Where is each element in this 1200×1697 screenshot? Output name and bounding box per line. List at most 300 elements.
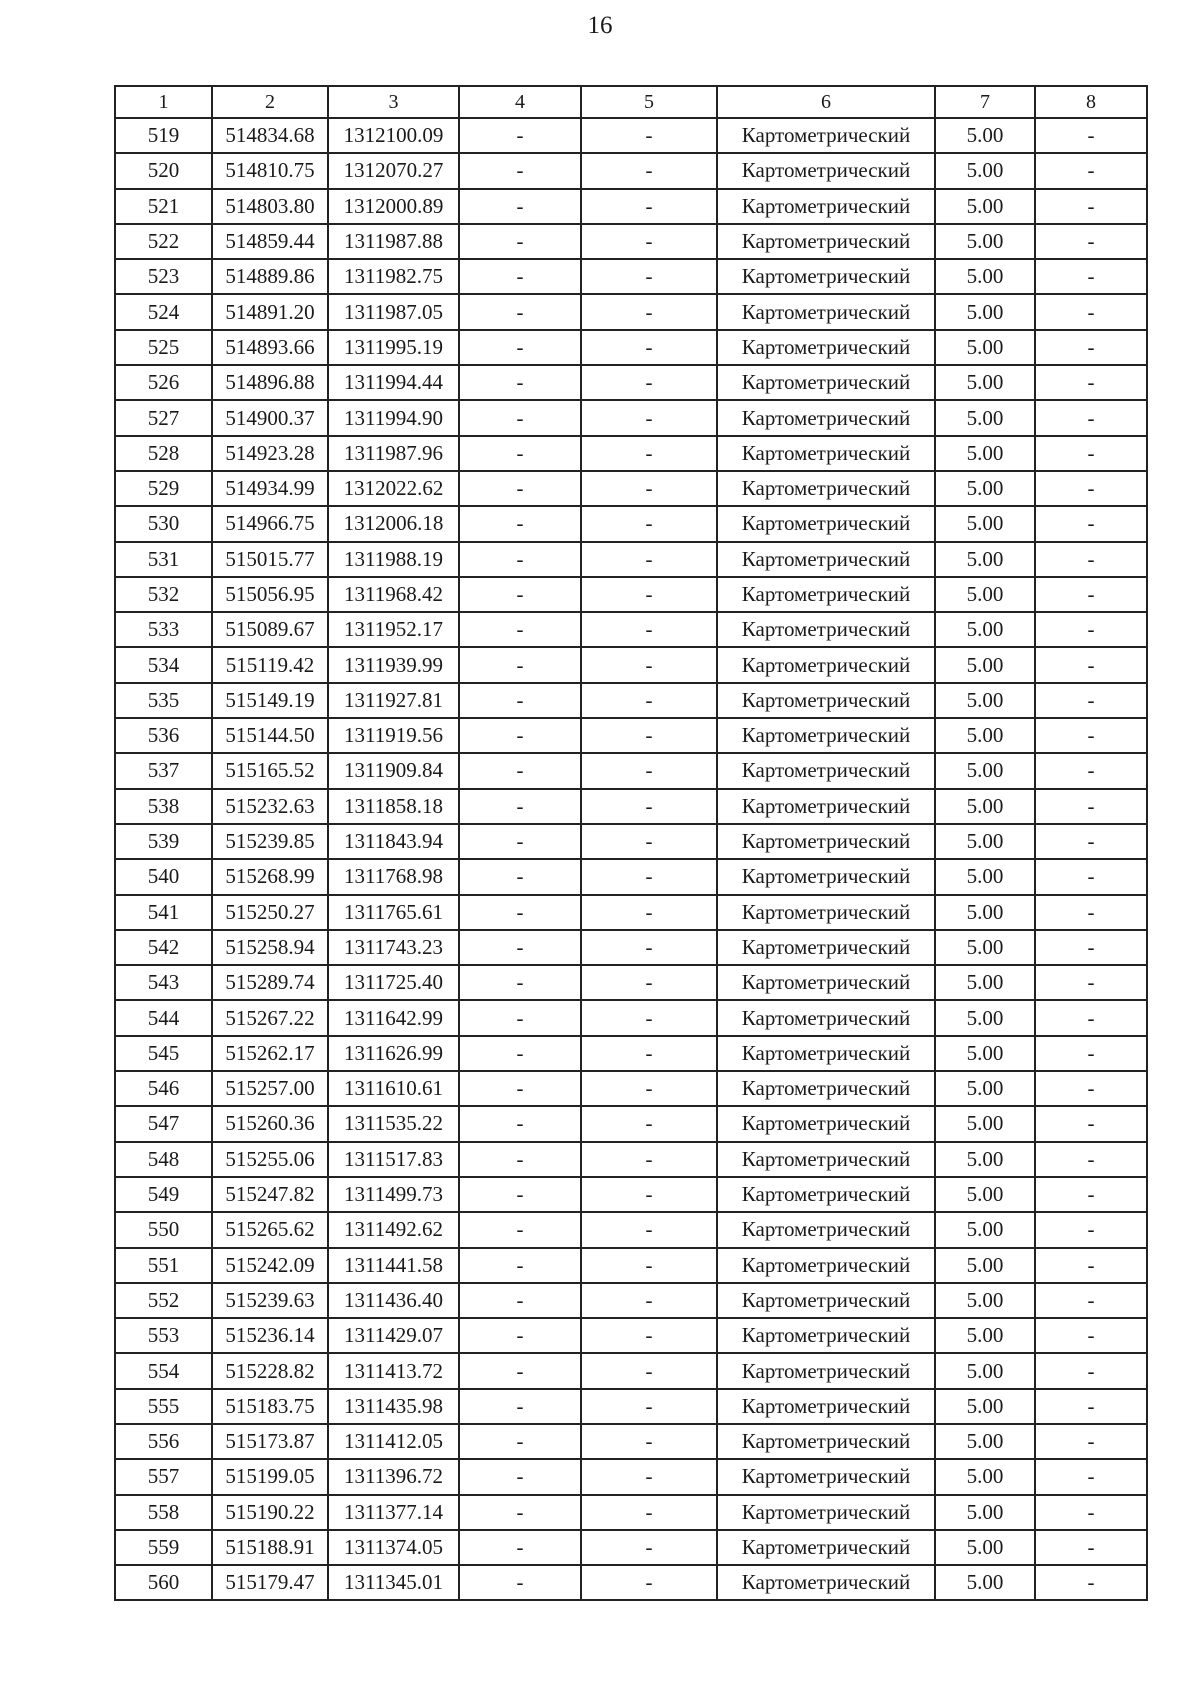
y-coordinate-cell: 1311610.61 (328, 1071, 459, 1106)
table-row (115, 1424, 1147, 1459)
y-coordinate-cell: 1311909.84 (328, 753, 459, 788)
accuracy-cell: 5.00 (935, 753, 1035, 788)
accuracy-cell: 5.00 (935, 1459, 1035, 1494)
col5-cell: - (581, 1424, 717, 1459)
col8-cell: - (1035, 118, 1147, 153)
point-number-cell: 544 (115, 1000, 212, 1035)
col5-cell: - (581, 1459, 717, 1494)
accuracy-cell: 5.00 (935, 1036, 1035, 1071)
y-coordinate-cell: 1311987.96 (328, 436, 459, 471)
y-coordinate-cell: 1311995.19 (328, 330, 459, 365)
method-cell: Картометрический (717, 1565, 935, 1600)
y-coordinate-cell: 1311765.61 (328, 895, 459, 930)
method-cell: Картометрический (717, 1071, 935, 1106)
col4-cell: - (459, 1565, 581, 1600)
method-cell: Картометрический (717, 647, 935, 682)
col8-cell: - (1035, 1389, 1147, 1424)
table-row (115, 189, 1147, 224)
column-header-5: 5 (581, 86, 717, 118)
y-coordinate-cell: 1311345.01 (328, 1565, 459, 1600)
method-cell: Картометрический (717, 1530, 935, 1565)
table-body (115, 118, 1147, 1600)
col4-cell: - (459, 930, 581, 965)
table-row (115, 612, 1147, 647)
y-coordinate-cell: 1311987.88 (328, 224, 459, 259)
point-number-cell: 524 (115, 294, 212, 329)
col4-cell: - (459, 1424, 581, 1459)
col5-cell: - (581, 824, 717, 859)
x-coordinate-cell: 515089.67 (212, 612, 328, 647)
header-row (115, 86, 1147, 118)
x-coordinate-cell: 515262.17 (212, 1036, 328, 1071)
table-row (115, 965, 1147, 1000)
table-row (115, 1248, 1147, 1283)
x-coordinate-cell: 514803.80 (212, 189, 328, 224)
col5-cell: - (581, 1036, 717, 1071)
point-number-cell: 539 (115, 824, 212, 859)
y-coordinate-cell: 1311429.07 (328, 1318, 459, 1353)
col4-cell: - (459, 1530, 581, 1565)
point-number-cell: 537 (115, 753, 212, 788)
col4-cell: - (459, 895, 581, 930)
point-number-cell: 528 (115, 436, 212, 471)
col5-cell: - (581, 1565, 717, 1600)
col5-cell: - (581, 895, 717, 930)
point-number-cell: 534 (115, 647, 212, 682)
method-cell: Картометрический (717, 330, 935, 365)
col5-cell: - (581, 189, 717, 224)
point-number-cell: 552 (115, 1283, 212, 1318)
method-cell: Картометрический (717, 224, 935, 259)
col4-cell: - (459, 294, 581, 329)
col5-cell: - (581, 612, 717, 647)
table-row (115, 118, 1147, 153)
col8-cell: - (1035, 189, 1147, 224)
col8-cell: - (1035, 400, 1147, 435)
point-number-cell: 557 (115, 1459, 212, 1494)
x-coordinate-cell: 515268.99 (212, 859, 328, 894)
col4-cell: - (459, 1071, 581, 1106)
point-number-cell: 556 (115, 1424, 212, 1459)
accuracy-cell: 5.00 (935, 506, 1035, 541)
point-number-cell: 523 (115, 259, 212, 294)
table-row (115, 1177, 1147, 1212)
col8-cell: - (1035, 506, 1147, 541)
y-coordinate-cell: 1312100.09 (328, 118, 459, 153)
accuracy-cell: 5.00 (935, 294, 1035, 329)
table-row (115, 859, 1147, 894)
col5-cell: - (581, 1495, 717, 1530)
col8-cell: - (1035, 1565, 1147, 1600)
page-number: 16 (587, 12, 613, 39)
col4-cell: - (459, 1248, 581, 1283)
x-coordinate-cell: 514834.68 (212, 118, 328, 153)
x-coordinate-cell: 514810.75 (212, 153, 328, 188)
col8-cell: - (1035, 330, 1147, 365)
table-row (115, 930, 1147, 965)
table-row (115, 1283, 1147, 1318)
point-number-cell: 522 (115, 224, 212, 259)
column-header-8: 8 (1035, 86, 1147, 118)
table-row (115, 683, 1147, 718)
accuracy-cell: 5.00 (935, 400, 1035, 435)
method-cell: Картометрический (717, 1248, 935, 1283)
method-cell: Картометрический (717, 506, 935, 541)
col4-cell: - (459, 189, 581, 224)
column-header-7: 7 (935, 86, 1035, 118)
method-cell: Картометрический (717, 189, 935, 224)
point-number-cell: 530 (115, 506, 212, 541)
accuracy-cell: 5.00 (935, 1071, 1035, 1106)
col4-cell: - (459, 471, 581, 506)
col8-cell: - (1035, 1036, 1147, 1071)
x-coordinate-cell: 514893.66 (212, 330, 328, 365)
col5-cell: - (581, 471, 717, 506)
accuracy-cell: 5.00 (935, 224, 1035, 259)
col5-cell: - (581, 1106, 717, 1141)
accuracy-cell: 5.00 (935, 1000, 1035, 1035)
accuracy-cell: 5.00 (935, 1212, 1035, 1247)
col8-cell: - (1035, 153, 1147, 188)
accuracy-cell: 5.00 (935, 471, 1035, 506)
method-cell: Картометрический (717, 153, 935, 188)
table-row (115, 294, 1147, 329)
point-number-cell: 554 (115, 1353, 212, 1388)
point-number-cell: 520 (115, 153, 212, 188)
table-row (115, 1142, 1147, 1177)
col8-cell: - (1035, 1071, 1147, 1106)
col4-cell: - (459, 577, 581, 612)
column-header-6: 6 (717, 86, 935, 118)
x-coordinate-cell: 515149.19 (212, 683, 328, 718)
x-coordinate-cell: 515173.87 (212, 1424, 328, 1459)
method-cell: Картометрический (717, 118, 935, 153)
col5-cell: - (581, 965, 717, 1000)
y-coordinate-cell: 1311499.73 (328, 1177, 459, 1212)
x-coordinate-cell: 514900.37 (212, 400, 328, 435)
method-cell: Картометрический (717, 1495, 935, 1530)
point-number-cell: 559 (115, 1530, 212, 1565)
col5-cell: - (581, 224, 717, 259)
method-cell: Картометрический (717, 1000, 935, 1035)
method-cell: Картометрический (717, 1424, 935, 1459)
col8-cell: - (1035, 1318, 1147, 1353)
table-row (115, 400, 1147, 435)
col4-cell: - (459, 1495, 581, 1530)
point-number-cell: 535 (115, 683, 212, 718)
table-row (115, 1353, 1147, 1388)
method-cell: Картометрический (717, 1106, 935, 1141)
col4-cell: - (459, 436, 581, 471)
point-number-cell: 551 (115, 1248, 212, 1283)
col4-cell: - (459, 1106, 581, 1141)
accuracy-cell: 5.00 (935, 577, 1035, 612)
y-coordinate-cell: 1311412.05 (328, 1424, 459, 1459)
accuracy-cell: 5.00 (935, 1530, 1035, 1565)
col8-cell: - (1035, 859, 1147, 894)
y-coordinate-cell: 1312006.18 (328, 506, 459, 541)
x-coordinate-cell: 515247.82 (212, 1177, 328, 1212)
x-coordinate-cell: 515144.50 (212, 718, 328, 753)
col4-cell: - (459, 859, 581, 894)
table-row (115, 224, 1147, 259)
y-coordinate-cell: 1312022.62 (328, 471, 459, 506)
accuracy-cell: 5.00 (935, 1424, 1035, 1459)
col5-cell: - (581, 789, 717, 824)
method-cell: Картометрический (717, 1212, 935, 1247)
point-number-cell: 550 (115, 1212, 212, 1247)
table-row (115, 1530, 1147, 1565)
x-coordinate-cell: 515232.63 (212, 789, 328, 824)
x-coordinate-cell: 515015.77 (212, 542, 328, 577)
y-coordinate-cell: 1311441.58 (328, 1248, 459, 1283)
x-coordinate-cell: 514891.20 (212, 294, 328, 329)
col8-cell: - (1035, 577, 1147, 612)
y-coordinate-cell: 1311725.40 (328, 965, 459, 1000)
method-cell: Картометрический (717, 753, 935, 788)
col8-cell: - (1035, 1177, 1147, 1212)
col5-cell: - (581, 436, 717, 471)
col5-cell: - (581, 1177, 717, 1212)
method-cell: Картометрический (717, 1459, 935, 1494)
accuracy-cell: 5.00 (935, 1248, 1035, 1283)
accuracy-cell: 5.00 (935, 1142, 1035, 1177)
x-coordinate-cell: 515119.42 (212, 647, 328, 682)
col4-cell: - (459, 330, 581, 365)
col4-cell: - (459, 965, 581, 1000)
y-coordinate-cell: 1311952.17 (328, 612, 459, 647)
method-cell: Картометрический (717, 542, 935, 577)
method-cell: Картометрический (717, 1389, 935, 1424)
y-coordinate-cell: 1311939.99 (328, 647, 459, 682)
column-header-1: 1 (115, 86, 212, 118)
column-header-4: 4 (459, 86, 581, 118)
y-coordinate-cell: 1312000.89 (328, 189, 459, 224)
col8-cell: - (1035, 471, 1147, 506)
col4-cell: - (459, 542, 581, 577)
x-coordinate-cell: 515250.27 (212, 895, 328, 930)
col8-cell: - (1035, 1424, 1147, 1459)
table-row (115, 471, 1147, 506)
accuracy-cell: 5.00 (935, 1106, 1035, 1141)
column-header-2: 2 (212, 86, 328, 118)
table-row (115, 330, 1147, 365)
point-number-cell: 555 (115, 1389, 212, 1424)
y-coordinate-cell: 1311843.94 (328, 824, 459, 859)
x-coordinate-cell: 514934.99 (212, 471, 328, 506)
table-row (115, 1565, 1147, 1600)
col4-cell: - (459, 1318, 581, 1353)
col5-cell: - (581, 683, 717, 718)
col4-cell: - (459, 1036, 581, 1071)
x-coordinate-cell: 515289.74 (212, 965, 328, 1000)
col8-cell: - (1035, 1495, 1147, 1530)
table-row (115, 1106, 1147, 1141)
column-header-3: 3 (328, 86, 459, 118)
col5-cell: - (581, 1283, 717, 1318)
accuracy-cell: 5.00 (935, 365, 1035, 400)
point-number-cell: 536 (115, 718, 212, 753)
table-row (115, 1036, 1147, 1071)
x-coordinate-cell: 515228.82 (212, 1353, 328, 1388)
method-cell: Картометрический (717, 1177, 935, 1212)
x-coordinate-cell: 514859.44 (212, 224, 328, 259)
col8-cell: - (1035, 294, 1147, 329)
x-coordinate-cell: 515236.14 (212, 1318, 328, 1353)
col5-cell: - (581, 1389, 717, 1424)
y-coordinate-cell: 1311858.18 (328, 789, 459, 824)
x-coordinate-cell: 515255.06 (212, 1142, 328, 1177)
col4-cell: - (459, 824, 581, 859)
point-number-cell: 519 (115, 118, 212, 153)
method-cell: Картометрический (717, 1318, 935, 1353)
y-coordinate-cell: 1311435.98 (328, 1389, 459, 1424)
point-number-cell: 558 (115, 1495, 212, 1530)
col4-cell: - (459, 1389, 581, 1424)
point-number-cell: 541 (115, 895, 212, 930)
table-row (115, 153, 1147, 188)
col5-cell: - (581, 577, 717, 612)
col8-cell: - (1035, 259, 1147, 294)
col5-cell: - (581, 365, 717, 400)
point-number-cell: 560 (115, 1565, 212, 1600)
accuracy-cell: 5.00 (935, 1389, 1035, 1424)
method-cell: Картометрический (717, 365, 935, 400)
x-coordinate-cell: 515199.05 (212, 1459, 328, 1494)
col8-cell: - (1035, 612, 1147, 647)
y-coordinate-cell: 1311743.23 (328, 930, 459, 965)
col5-cell: - (581, 506, 717, 541)
y-coordinate-cell: 1311968.42 (328, 577, 459, 612)
col5-cell: - (581, 400, 717, 435)
col5-cell: - (581, 647, 717, 682)
col8-cell: - (1035, 683, 1147, 718)
col5-cell: - (581, 1071, 717, 1106)
table-row (115, 1318, 1147, 1353)
col8-cell: - (1035, 824, 1147, 859)
accuracy-cell: 5.00 (935, 965, 1035, 1000)
method-cell: Картометрический (717, 965, 935, 1000)
col5-cell: - (581, 1142, 717, 1177)
point-number-cell: 542 (115, 930, 212, 965)
point-number-cell: 540 (115, 859, 212, 894)
method-cell: Картометрический (717, 1283, 935, 1318)
point-number-cell: 543 (115, 965, 212, 1000)
col8-cell: - (1035, 1000, 1147, 1035)
accuracy-cell: 5.00 (935, 1495, 1035, 1530)
method-cell: Картометрический (717, 400, 935, 435)
method-cell: Картометрический (717, 471, 935, 506)
col8-cell: - (1035, 365, 1147, 400)
col4-cell: - (459, 153, 581, 188)
y-coordinate-cell: 1311377.14 (328, 1495, 459, 1530)
col5-cell: - (581, 1353, 717, 1388)
col5-cell: - (581, 718, 717, 753)
col4-cell: - (459, 400, 581, 435)
y-coordinate-cell: 1311535.22 (328, 1106, 459, 1141)
method-cell: Картометрический (717, 259, 935, 294)
method-cell: Картометрический (717, 718, 935, 753)
accuracy-cell: 5.00 (935, 647, 1035, 682)
col4-cell: - (459, 224, 581, 259)
accuracy-cell: 5.00 (935, 683, 1035, 718)
col4-cell: - (459, 259, 581, 294)
x-coordinate-cell: 514896.88 (212, 365, 328, 400)
col8-cell: - (1035, 789, 1147, 824)
x-coordinate-cell: 515165.52 (212, 753, 328, 788)
point-number-cell: 549 (115, 1177, 212, 1212)
method-cell: Картометрический (717, 789, 935, 824)
col5-cell: - (581, 1212, 717, 1247)
method-cell: Картометрический (717, 1036, 935, 1071)
col4-cell: - (459, 118, 581, 153)
accuracy-cell: 5.00 (935, 895, 1035, 930)
y-coordinate-cell: 1311492.62 (328, 1212, 459, 1247)
col4-cell: - (459, 753, 581, 788)
col8-cell: - (1035, 753, 1147, 788)
y-coordinate-cell: 1311988.19 (328, 542, 459, 577)
col4-cell: - (459, 1283, 581, 1318)
y-coordinate-cell: 1311994.44 (328, 365, 459, 400)
method-cell: Картометрический (717, 1142, 935, 1177)
table-row (115, 577, 1147, 612)
method-cell: Картометрический (717, 930, 935, 965)
method-cell: Картометрический (717, 436, 935, 471)
col5-cell: - (581, 542, 717, 577)
point-number-cell: 553 (115, 1318, 212, 1353)
y-coordinate-cell: 1311413.72 (328, 1353, 459, 1388)
table-row (115, 506, 1147, 541)
x-coordinate-cell: 515179.47 (212, 1565, 328, 1600)
y-coordinate-cell: 1311436.40 (328, 1283, 459, 1318)
x-coordinate-cell: 515257.00 (212, 1071, 328, 1106)
col4-cell: - (459, 1142, 581, 1177)
col5-cell: - (581, 1000, 717, 1035)
col8-cell: - (1035, 1212, 1147, 1247)
accuracy-cell: 5.00 (935, 1565, 1035, 1600)
x-coordinate-cell: 515239.63 (212, 1283, 328, 1318)
col8-cell: - (1035, 436, 1147, 471)
method-cell: Картометрический (717, 294, 935, 329)
table-row (115, 365, 1147, 400)
col5-cell: - (581, 753, 717, 788)
method-cell: Картометрический (717, 612, 935, 647)
col5-cell: - (581, 153, 717, 188)
y-coordinate-cell: 1311982.75 (328, 259, 459, 294)
col4-cell: - (459, 1353, 581, 1388)
y-coordinate-cell: 1311927.81 (328, 683, 459, 718)
table-row (115, 1495, 1147, 1530)
point-number-cell: 533 (115, 612, 212, 647)
coordinates-table (114, 85, 1148, 1601)
col8-cell: - (1035, 718, 1147, 753)
method-cell: Картометрический (717, 859, 935, 894)
point-number-cell: 538 (115, 789, 212, 824)
point-number-cell: 545 (115, 1036, 212, 1071)
col4-cell: - (459, 789, 581, 824)
table-row (115, 1389, 1147, 1424)
point-number-cell: 526 (115, 365, 212, 400)
y-coordinate-cell: 1311642.99 (328, 1000, 459, 1035)
method-cell: Картометрический (717, 824, 935, 859)
table-row (115, 824, 1147, 859)
table-row (115, 1459, 1147, 1494)
x-coordinate-cell: 515188.91 (212, 1530, 328, 1565)
accuracy-cell: 5.00 (935, 1177, 1035, 1212)
col4-cell: - (459, 612, 581, 647)
x-coordinate-cell: 515267.22 (212, 1000, 328, 1035)
col5-cell: - (581, 930, 717, 965)
